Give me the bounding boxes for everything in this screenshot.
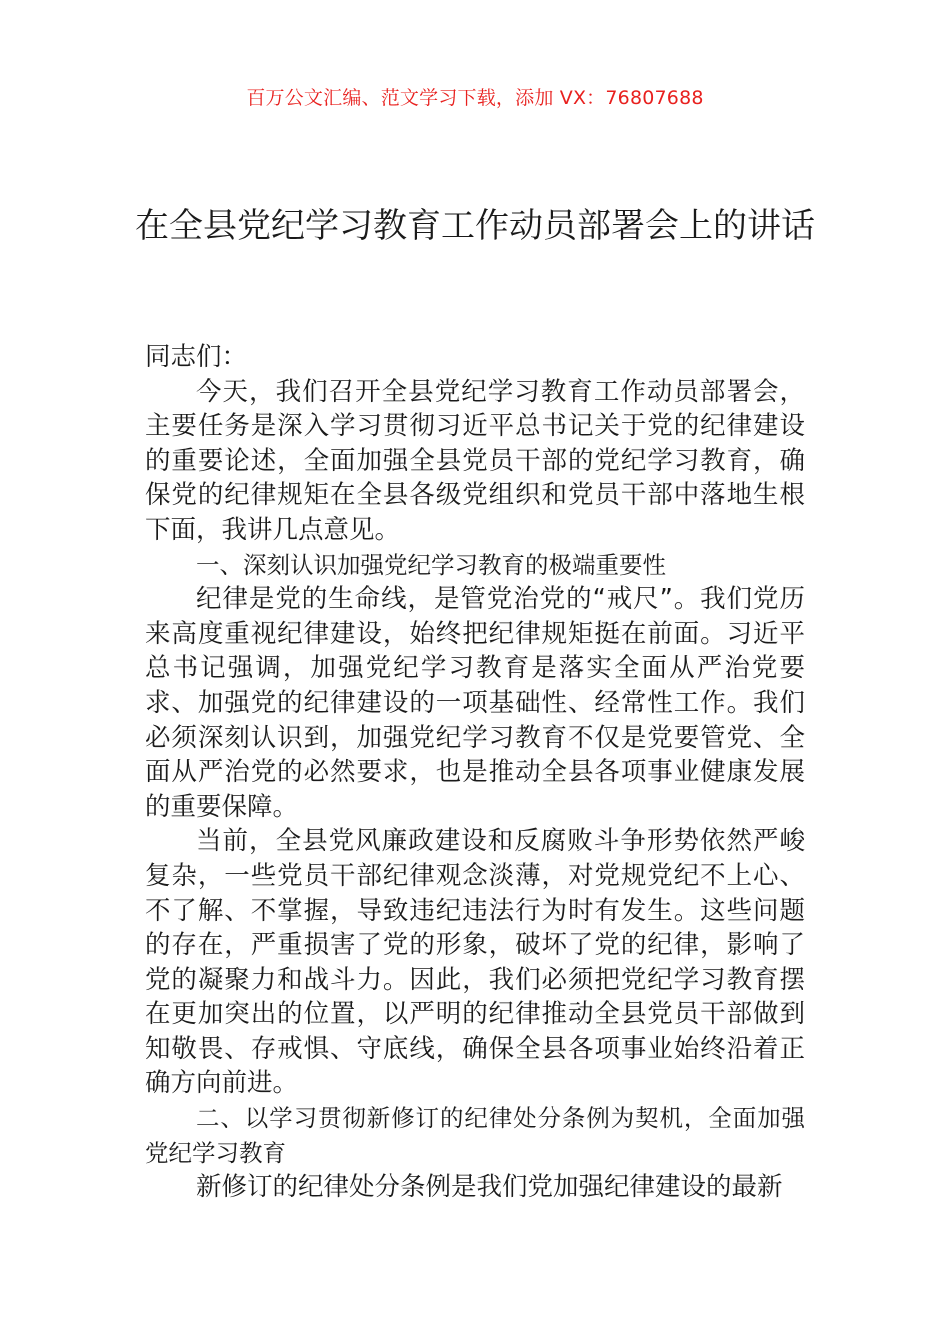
paragraph-current-situation: 当前，全县党风廉政建设和反腐败斗争形势依然严峻复杂，一些党员干部纪律观念淡薄，对党规党纪不上心、不了解、不掌握，导致违纪违法行为时有发生。这些问题的存在，严重损害了党的形象，破坏了党的纪律，影响了党的凝聚力和战斗力。因此，我们必须把党纪学习教育摆在更加突出的位置，以严明的纪律推动全县党员干部做到知敬畏、存戒惧、守底线，确保全县各项事业始终沿着正确方向前进。 (145, 826, 805, 1099)
paragraph-regulation: 新修订的纪律处分条例是我们党加强纪律建设的最新 (196, 1172, 783, 1203)
salutation: 同志们： (145, 342, 248, 372)
document-body (145, 340, 805, 1205)
paragraph-intro: 今天，我们召开全县党纪学习教育工作动员部署会，主要任务是深入学习贯彻习近平总书记关于党的纪律建设的重要论述，全面加强全县党员干部的党纪学习教育，确保党的纪律规矩在全县各级党组织和党员干部中落地生根下面，我讲几点意见。 (145, 376, 805, 545)
paragraph-discipline: 纪律是党的生命线，是管党治党的“戒尺”。我们党历来高度重视纪律建设，始终把纪律规矩挺在前面。习近平总书记强调，加强党纪学习教育是落实全面从严治党要求、加强党的纪律建设的一项基础性、经常性工作。我们必须深刻认识到，加强党纪学习教育不仅是党要管党、全面从严治党的必然要求，也是推动全县各项事业健康发展的重要保障。 (145, 584, 805, 822)
section-heading-2: 二、以学习贯彻新修订的纪律处分条例为契机，全面加强党纪学习教育 (145, 1104, 805, 1167)
section-heading-1: 一、深刻认识加强党纪学习教育的极端重要性 (196, 550, 666, 579)
header-note: 百万公文汇编、范文学习下载，添加 VX：76807688 (246, 87, 704, 109)
document-title: 在全县党纪学习教育工作动员部署会上的讲话 (135, 205, 815, 246)
